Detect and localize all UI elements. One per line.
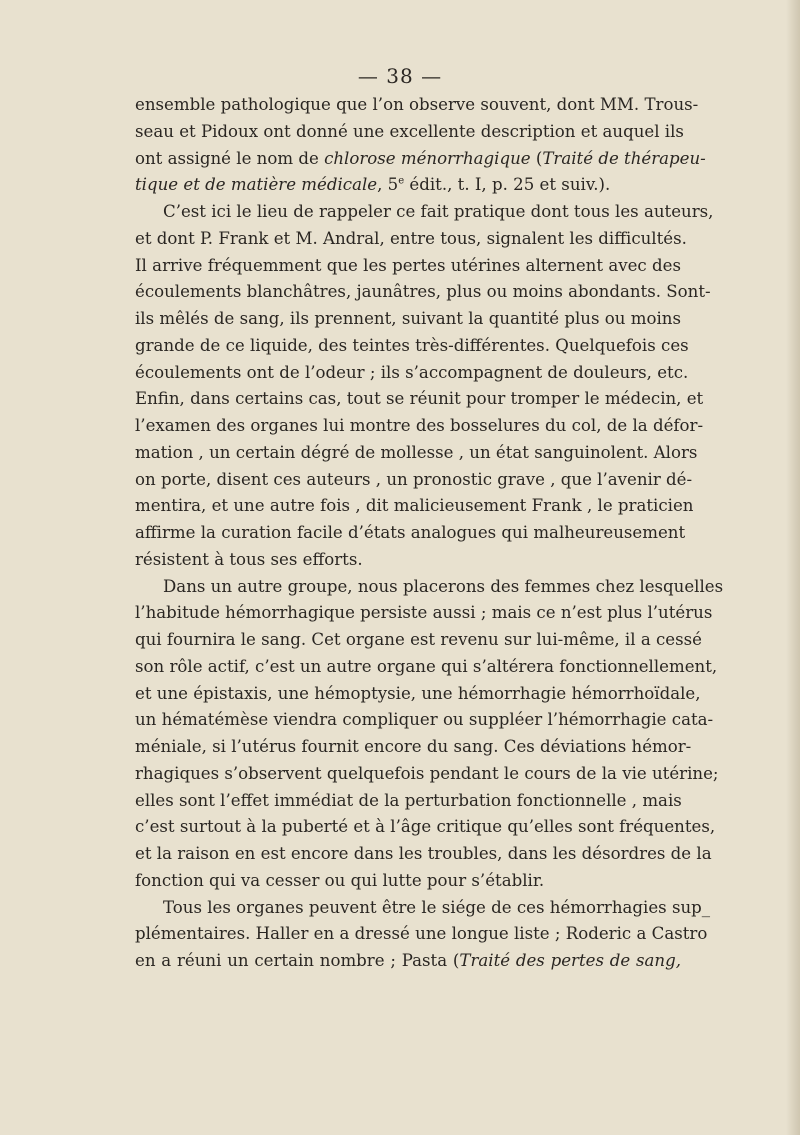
text-line xyxy=(135,253,681,280)
text-line xyxy=(135,788,681,815)
text-run: ( xyxy=(530,148,543,168)
text-run: rhagiques s’observent quelquefois pendant le cours de la vie utérine; xyxy=(135,763,719,783)
text-run: résistent à tous ses efforts. xyxy=(135,549,363,569)
text-line xyxy=(135,627,702,654)
text-line xyxy=(135,413,704,440)
text-line xyxy=(135,333,689,360)
text-run: l’habitude hémorrhagique persiste aussi ; mais ce n’est plus l’utérus xyxy=(135,603,713,623)
text-line xyxy=(135,948,681,975)
text-run: un hématémèse viendra compliquer ou suppléer l’hémorrhagie cata- xyxy=(135,710,714,730)
text-line xyxy=(135,306,681,333)
text-run: mation , un certain dégré de mollesse , un état sanguinolent. Alors xyxy=(135,442,698,462)
text-run: écoulements ont de l’odeur ; ils s’accompagnent de douleurs, etc. xyxy=(135,362,689,382)
text-line xyxy=(135,172,681,199)
text-line xyxy=(135,574,724,601)
text-line xyxy=(135,654,718,681)
page-edge-shadow xyxy=(786,0,800,1135)
text-run: écoulements blanchâtres, jaunâtres, plus ou moins abondants. Sont- xyxy=(135,282,711,302)
superscript: e xyxy=(398,175,405,187)
text-line xyxy=(135,761,719,788)
text-line xyxy=(135,921,708,948)
text-line xyxy=(135,279,711,306)
text-line xyxy=(135,199,714,226)
text-run: Enfin, dans certains cas, tout se réunit pour tromper le médecin, et xyxy=(135,389,704,409)
text-run: seau et Pidoux ont donné une excellente description et auquel ils xyxy=(135,121,684,141)
text-run: Il arrive fréquemment que les pertes utérines alternent avec des xyxy=(135,255,681,275)
text-run: édit., t. I, p. 25 et suiv.). xyxy=(404,175,611,195)
text-line xyxy=(135,146,706,173)
text-line xyxy=(135,226,687,253)
text-run: l’examen des organes lui montre des bosselures du col, de la défor- xyxy=(135,416,704,435)
italic-text: tique et de matière médicale xyxy=(135,175,378,195)
text-line xyxy=(135,734,692,761)
italic-text: Traité des pertes de sang, xyxy=(459,951,681,970)
text-run: et la raison en est encore dans les troubles, dans les désordres de la xyxy=(135,844,712,863)
text-run: qui fournira le sang. Cet organe est revenu sur lui-même, il a cessé xyxy=(135,630,702,649)
text-line xyxy=(135,360,689,387)
text-run: affirme la curation facile d’états analogues qui malheureusement xyxy=(135,523,686,542)
body-text xyxy=(135,92,724,975)
text-run: son rôle actif, c’est un autre organe qui s’altérera fonctionnellement, xyxy=(135,656,718,676)
text-run: grande de ce liquide, des teintes très-différentes. Quelquefois ces xyxy=(135,335,689,355)
text-line xyxy=(135,681,701,708)
text-line xyxy=(135,440,698,467)
text-run: Dans un autre groupe, nous placerons des femmes chez lesquelles xyxy=(163,576,724,596)
italic-text: Traité de thérapeu- xyxy=(542,148,706,168)
text-run: Tous les organes peuvent être le siége de ces hémorrhagies sup_ xyxy=(163,897,711,917)
text-run: ils mêlés de sang, ils prennent, suivant la quantité plus ou moins xyxy=(135,309,681,328)
text-run: et une épistaxis, une hémoptysie, une hémorrhagie hémorrhoïdale, xyxy=(135,683,701,703)
text-run: fonction qui va cesser ou qui lutte pour s’établir. xyxy=(135,870,545,890)
text-line xyxy=(135,493,694,520)
text-line xyxy=(135,868,681,895)
page-number: — 38 — xyxy=(357,64,443,88)
text-line xyxy=(135,895,711,922)
text-run: , 5 xyxy=(377,175,399,195)
text-line xyxy=(135,547,681,574)
text-line xyxy=(135,600,713,627)
text-line xyxy=(135,814,716,841)
text-run: c’est surtout à la puberté et à l’âge critique qu’elles sont fréquentes, xyxy=(135,817,716,837)
text-line xyxy=(135,92,699,119)
text-run: et dont P. Frank et M. Andral, entre tous, signalent les difficultés. xyxy=(135,228,687,248)
text-line xyxy=(135,841,712,868)
text-run: ont assigné le nom de xyxy=(135,148,325,168)
text-run: en a réuni un certain nombre ; Pasta ( xyxy=(135,951,460,970)
text-run: méniale, si l’utérus fournit encore du sang. Ces déviations hémor- xyxy=(135,737,692,756)
italic-text: chlorose ménorrhagique xyxy=(324,148,531,168)
text-line xyxy=(135,467,693,494)
text-line xyxy=(135,386,704,413)
text-line xyxy=(135,707,714,734)
text-run: plémentaires. Haller en a dressé une longue liste ; Roderic a Castro xyxy=(135,924,708,944)
text-line xyxy=(135,119,684,146)
text-run: C’est ici le lieu de rappeler ce fait pratique dont tous les auteurs, xyxy=(163,202,714,221)
text-run: ensemble pathologique que l’on observe souvent, dont MM. Trous- xyxy=(135,95,699,114)
text-run: mentira, et une autre fois , dit malicieusement Frank , le praticien xyxy=(135,496,694,516)
text-line xyxy=(135,520,686,547)
text-run: on porte, disent ces auteurs , un pronostic grave , que l’avenir dé- xyxy=(135,469,693,489)
text-run: elles sont l’effet immédiat de la perturbation fonctionnelle , mais xyxy=(135,790,682,810)
